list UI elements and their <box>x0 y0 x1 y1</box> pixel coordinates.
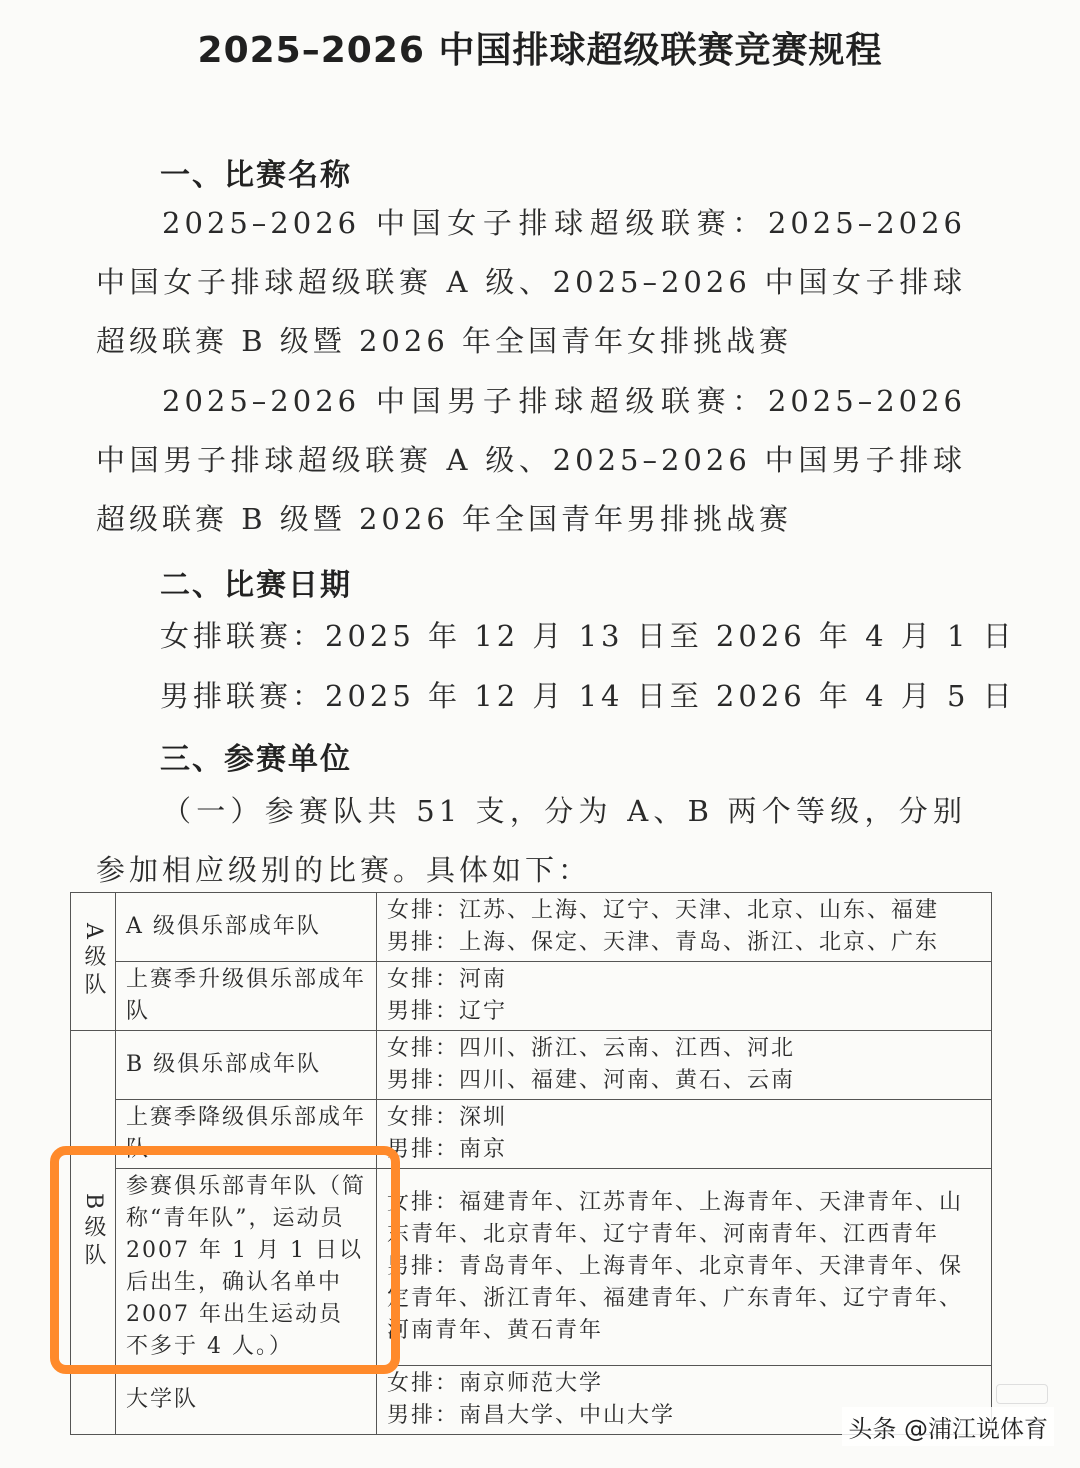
paragraph-participants: （一）参赛队共 51 支，分为 A、B 两个等级，分别参加相应级别的比赛。具体如下： <box>96 794 966 887</box>
category-cell: B 级俱乐部成年队 <box>116 1031 377 1100</box>
category-cell: 上赛季升级俱乐部成年队 <box>116 962 377 1031</box>
section-heading-name: 一、比赛名称 <box>160 158 352 193</box>
table-row <box>71 1100 992 1169</box>
table-row <box>71 1169 992 1366</box>
table-row <box>71 962 992 1031</box>
teams-cell: 女排：江苏、上海、辽宁、天津、北京、山东、福建 男排：上海、保定、天津、青岛、浙江、北京、广东 <box>377 893 992 962</box>
paragraph-women-league: 2025–2026 中国女子排球超级联赛：2025–2026 中国女子排球超级联赛 A 级、2025–2026 中国女子排球超级联赛 B 级暨 2026 年全国青年女排挑战赛 <box>96 206 966 358</box>
table-row <box>71 1031 992 1100</box>
faint-stamp-mark <box>996 1384 1048 1404</box>
paragraph-men-league: 2025–2026 中国男子排球超级联赛：2025–2026 中国男子排球超级联赛 A 级、2025–2026 中国男子排球超级联赛 B 级暨 2026 年全国青年男排挑战赛 <box>96 384 966 536</box>
category-cell: A 级俱乐部成年队 <box>116 893 377 962</box>
teams-cell: 女排：福建青年、江苏青年、上海青年、天津青年、山东青年、北京青年、辽宁青年、河南青年、江西青年 男排：青岛青年、上海青年、北京青年、天津青年、保定青年、浙江青年、福建青年、广东青年、辽宁青年、河南青年、黄石青年 <box>377 1169 992 1366</box>
teams-cell: 女排：南京师范大学 男排：南昌大学、中山大学 <box>377 1366 992 1435</box>
teams-table <box>70 892 992 1435</box>
women-league-dates: 女排联赛：2025 年 12 月 13 日至 2026 年 4 月 1 日 <box>160 619 1016 653</box>
category-cell: 上赛季降级俱乐部成年队 <box>116 1100 377 1169</box>
grade-a-cell: A级队 <box>71 893 116 1031</box>
men-league-dates: 男排联赛：2025 年 12 月 14 日至 2026 年 4 月 5 日 <box>160 679 1016 713</box>
grade-b-cell: B级队 <box>71 1031 116 1435</box>
category-cell: 大学队 <box>116 1366 377 1435</box>
category-cell: 参赛俱乐部青年队（简称“青年队”，运动员 2007 年 1 月 1 日以后出生，确认名单中 2007 年出生运动员不多于 4 人。） <box>116 1169 377 1366</box>
section-heading-participants: 三、参赛单位 <box>160 742 352 777</box>
source-watermark: 头条 @浦江说体育 <box>842 1407 1054 1446</box>
teams-cell: 女排：河南 男排：辽宁 <box>377 962 992 1031</box>
teams-cell: 女排：四川、浙江、云南、江西、河北 男排：四川、福建、河南、黄石、云南 <box>377 1031 992 1100</box>
document-title: 2025–2026 中国排球超级联赛竞赛规程 <box>197 30 883 71</box>
section-heading-dates: 二、比赛日期 <box>160 568 352 603</box>
teams-cell: 女排：深圳 男排：南京 <box>377 1100 992 1169</box>
table-row <box>71 893 992 962</box>
